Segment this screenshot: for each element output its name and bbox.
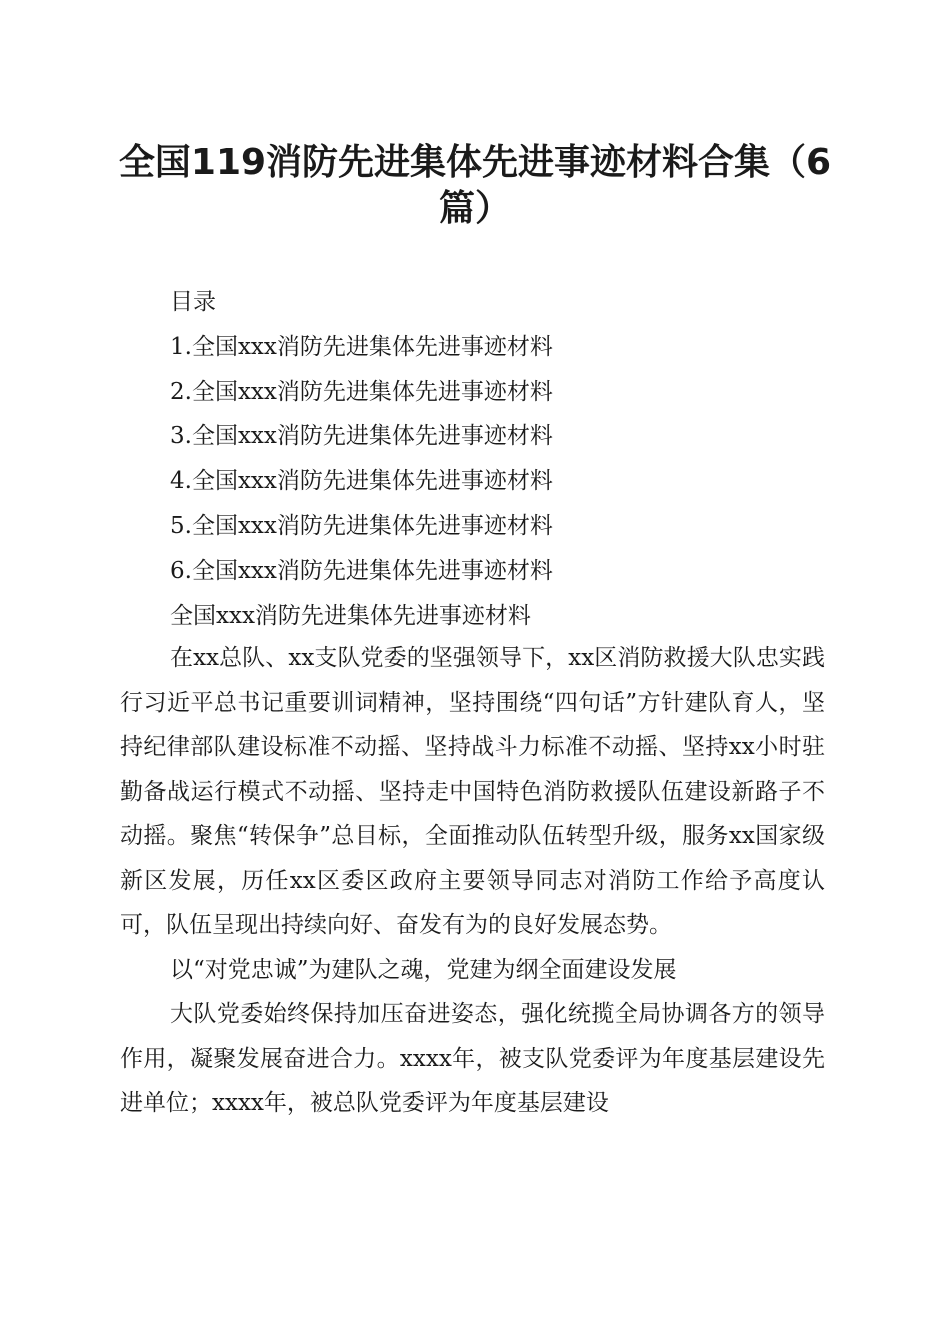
title-line-1: 全国119消防先进集体先进事迹材料合集（6 — [118, 142, 832, 183]
subheading: 以“对党忠诚”为建队之魂，党建为纲全面建设发展 — [170, 956, 677, 983]
section-title: 全国xxx消防先进集体先进事迹材料 — [170, 602, 531, 629]
body-text — [120, 636, 825, 1126]
toc-item: 5.全国xxx消防先进集体先进事迹材料 — [170, 512, 553, 539]
toc-item: 2.全国xxx消防先进集体先进事迹材料 — [170, 378, 553, 405]
toc-item: 1.全国xxx消防先进集体先进事迹材料 — [170, 333, 553, 360]
toc-item: 6.全国xxx消防先进集体先进事迹材料 — [170, 557, 553, 584]
toc-item: 4.全国xxx消防先进集体先进事迹材料 — [170, 468, 553, 495]
document-title — [110, 140, 840, 232]
paragraph: 在xx总队、xx支队党委的坚强领导下，xx区消防救援大队忠实践行习近平总书记重要训词精神，坚持围绕“四句话”方针建队育人，坚持纪律部队建设标准不动摇、坚持战斗力标准不动摇、坚持xx小时驻勤备战运行模式不动摇、坚持走中国特色消防救援队伍建设新路子不动摇。聚焦“转保争”总目标，全面推动队伍转型升级，服务xx国家级新区发展，历任xx区委区政府主要领导同志对消防工作给予高度认可，队伍呈现出持续向好、奋发有为的良好发展态势。 — [120, 645, 825, 938]
title-line-2: 篇） — [438, 188, 511, 229]
toc-item: 3.全国xxx消防先进集体先进事迹材料 — [170, 423, 553, 450]
paragraph: 大队党委始终保持加压奋进姿态，强化统揽全局协调各方的领导作用，凝聚发展奋进合力。xxxx年，被支队党委评为年度基层建设先进单位；xxxx年，被总队党委评为年度基层建设 — [120, 1001, 825, 1116]
table-of-contents — [170, 280, 830, 638]
toc-heading: 目录 — [170, 289, 216, 315]
